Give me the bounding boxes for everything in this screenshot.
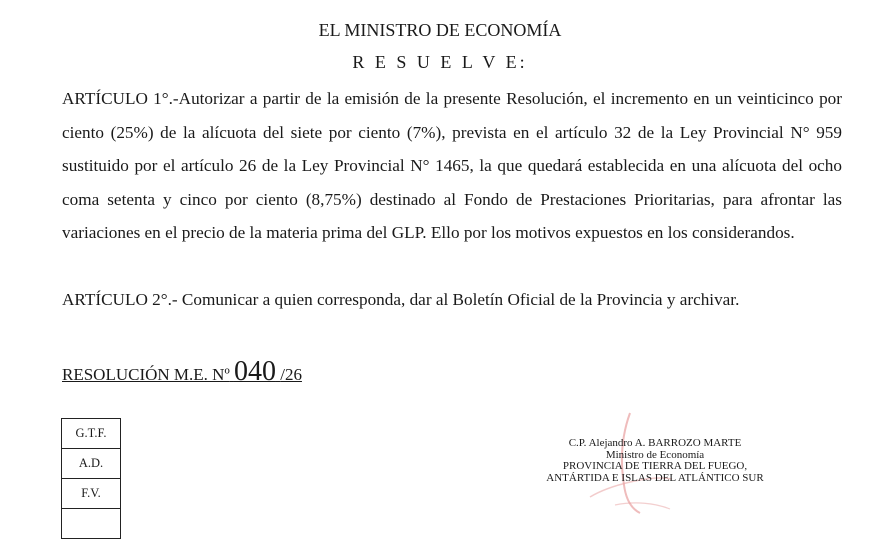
resolution-label: RESOLUCIÓN M.E. Nº <box>62 365 230 384</box>
initials-cell <box>62 509 121 539</box>
initials-cell: F.V. <box>62 479 121 509</box>
table-row <box>62 509 121 539</box>
signer-province-2: ANTÁRTIDA E ISLAS DEL ATLÁNTICO SUR <box>546 471 764 484</box>
table-row <box>62 419 121 449</box>
minister-heading: EL MINISTRO DE ECONOMÍA <box>318 20 562 40</box>
resolution-year: /26 <box>280 365 302 384</box>
signer-title: Ministro de Economía <box>605 448 705 461</box>
signer-name: C.P. Alejandro A. BARROZO MARTE <box>568 437 742 449</box>
resolution-num: 040 <box>233 356 276 387</box>
table-row <box>62 449 121 479</box>
article-2: ARTÍCULO 2°.- Comunicar a quien corresponda, dar al Boletín Oficial de la Provincia y archivar. <box>62 290 740 309</box>
signer-province: PROVINCIA DE TIERRA DEL FUEGO, <box>562 460 748 472</box>
article-1: ARTÍCULO 1°.-Autorizar a partir de la emisión de la presente Resolución, el incremento en un veinticinco por ciento (25%) de la alícuota del siete por ciento (7%), prevista en el artículo 32 de la Ley Provincial N° 959 sustituido por el artículo 26 de la Ley Provincial N° 1465, la que quedará establecida en una alícuota del ocho coma setenta y cinco por ciento (8,75%) destinado al Fondo de Prestaciones Prioritarias, para afrontar las variaciones en el precio de la materia prima del GLP. Ello por los motivos expuestos en los considerandos. <box>62 89 842 242</box>
signature-block <box>455 438 855 484</box>
resuelve-heading: R E S U E L V E: <box>352 52 528 72</box>
resolution-number <box>62 356 302 388</box>
table-row <box>62 479 121 509</box>
initials-cell: G.T.F. <box>62 419 121 449</box>
initials-cell: A.D. <box>62 449 121 479</box>
initials-table <box>61 418 121 539</box>
